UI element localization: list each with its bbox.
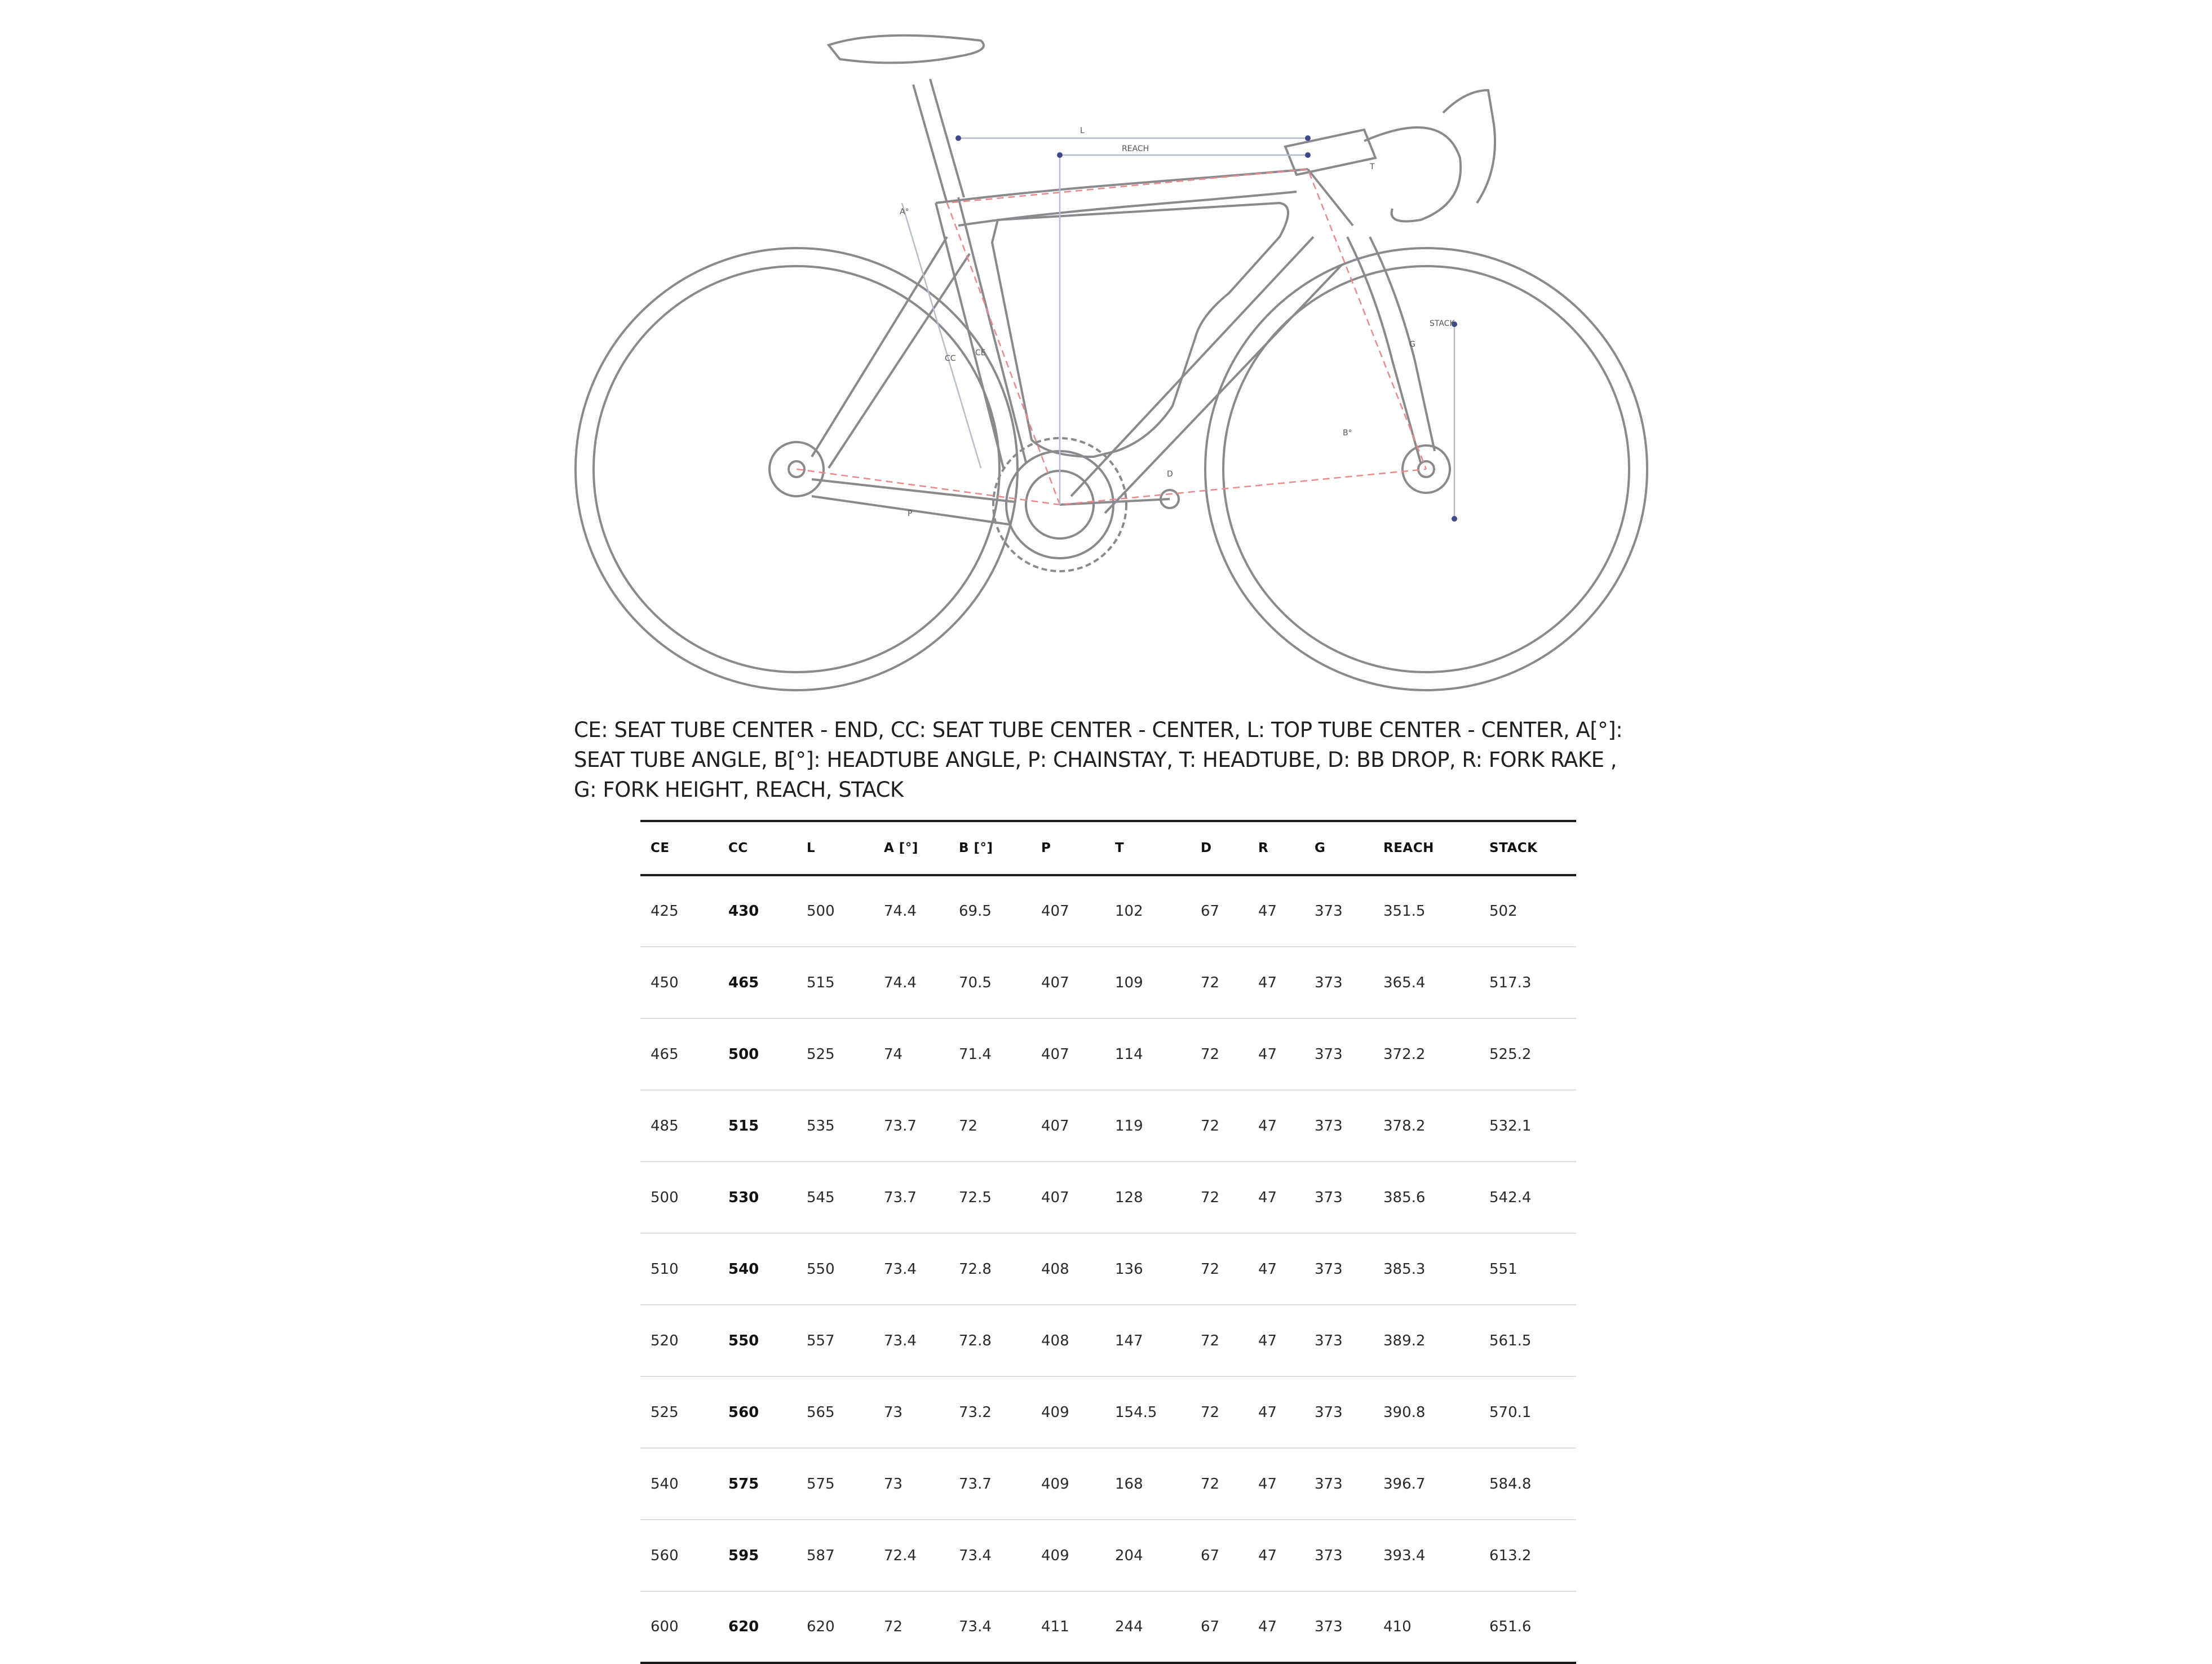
table-cell: 136 [1115,1260,1143,1278]
table-body [640,875,1576,1663]
table-cell: 378.2 [1383,1117,1426,1135]
table-cell: 550 [728,1332,759,1349]
table-cell: 465 [728,974,759,991]
table-cell: 73.7 [959,1475,992,1493]
table-cell: 465 [651,1045,679,1063]
table-cell: 407 [1041,903,1069,920]
table-cell: 393.4 [1383,1547,1426,1564]
table-cell: 168 [1115,1475,1143,1493]
table-cell: 72 [1201,974,1220,991]
table-cell: 47 [1258,1332,1277,1349]
geometry-table [640,820,1576,1664]
table-cell: 73 [884,1403,903,1421]
table-cell: 204 [1115,1547,1143,1564]
table-cell: 73.4 [959,1618,992,1635]
table-cell: 69.5 [959,903,992,920]
table-cell: 47 [1258,1117,1277,1135]
table-cell: 373 [1315,1403,1343,1421]
diagram-label-b: B° [1343,429,1352,438]
table-cell: 587 [807,1547,835,1564]
table-cell: 47 [1258,1260,1277,1278]
table-cell: 584.8 [1489,1475,1532,1493]
column-header: STACK [1489,841,1538,855]
bike-geometry-diagram [0,0,2212,699]
table-cell: 119 [1115,1117,1143,1135]
table-cell: 561.5 [1489,1332,1532,1349]
stem [1285,130,1375,175]
table-cell: 47 [1258,1403,1277,1421]
table-cell: 595 [728,1547,759,1564]
table-cell: 510 [651,1260,679,1278]
diagram-label-a: A° [900,208,909,217]
head-tube [1308,169,1353,226]
table-cell: 373 [1315,1547,1343,1564]
table-cell: 72 [1201,1260,1220,1278]
table-cell: 575 [807,1475,835,1493]
table-cell: 373 [1315,903,1343,920]
table-cell: 409 [1041,1547,1069,1564]
table-cell: 551 [1489,1260,1518,1278]
table-cell: 525 [807,1045,835,1063]
table-cell: 102 [1115,903,1143,920]
table-cell: 410 [1383,1618,1412,1635]
table-cell: 72.8 [959,1332,992,1349]
table-cell: 70.5 [959,974,992,991]
table-cell: 47 [1258,1189,1277,1206]
column-header: CE [651,841,670,855]
table-cell: 408 [1041,1332,1069,1349]
table-cell: 72 [1201,1189,1220,1206]
table-cell: 500 [728,1045,759,1063]
table-cell: 540 [728,1260,759,1278]
table-row [640,875,1576,947]
table-cell: 72 [1201,1332,1220,1349]
table-header-row [640,821,1576,875]
column-header: R [1258,841,1269,855]
table-cell: 74.4 [884,974,917,991]
table-cell: 373 [1315,1618,1343,1635]
table-cell: 67 [1201,1547,1220,1564]
table-row [640,1448,1576,1520]
table-cell: 532.1 [1489,1117,1532,1135]
table-cell: 390.8 [1383,1403,1426,1421]
table-cell: 67 [1201,903,1220,920]
table-cell: 565 [807,1403,835,1421]
table-cell: 47 [1258,1618,1277,1635]
table-cell: 408 [1041,1260,1069,1278]
table-cell: 396.7 [1383,1475,1426,1493]
table-cell: 73.4 [884,1332,917,1349]
table-cell: 517.3 [1489,974,1532,991]
table-cell: 425 [651,903,679,920]
table-cell: 373 [1315,1117,1343,1135]
table-cell: 560 [651,1547,679,1564]
table-cell: 411 [1041,1618,1069,1635]
diagram-label-p: P [908,509,913,518]
table-cell: 520 [651,1332,679,1349]
table-cell: 73.2 [959,1403,992,1421]
table-row [640,1090,1576,1162]
table-cell: 407 [1041,974,1069,991]
table-cell: 575 [728,1475,759,1493]
table-cell: 74 [884,1045,903,1063]
column-header: A [°] [884,841,918,855]
table-cell: 515 [807,974,835,991]
table-cell: 72 [959,1117,978,1135]
table-cell: 73.7 [884,1189,917,1206]
column-header: T [1115,841,1125,855]
table-header [640,821,1576,875]
table-cell: 515 [728,1117,759,1135]
table-cell: 72 [1201,1475,1220,1493]
table-cell: 109 [1115,974,1143,991]
table-cell: 114 [1115,1045,1143,1063]
diagram-label-g: G [1409,340,1415,349]
table-cell: 389.2 [1383,1332,1426,1349]
diagram-label-reach: REACH [1122,144,1149,153]
table-cell: 47 [1258,1475,1277,1493]
table-row [640,1376,1576,1448]
column-header: CC [728,841,748,855]
table-cell: 72 [1201,1403,1220,1421]
column-header: D [1201,841,1212,855]
table-row [640,1233,1576,1305]
table-cell: 351.5 [1383,903,1426,920]
table-cell: 407 [1041,1117,1069,1135]
table-cell: 73 [884,1475,903,1493]
table-cell: 67 [1201,1618,1220,1635]
table-cell: 72 [884,1618,903,1635]
table-cell: 500 [807,903,835,920]
table-cell: 560 [728,1403,759,1421]
table-cell: 600 [651,1618,679,1635]
table-row [640,1591,1576,1663]
table-cell: 72 [1201,1045,1220,1063]
table-row [640,1520,1576,1591]
table-cell: 73.4 [959,1547,992,1564]
column-header: P [1041,841,1051,855]
table-cell: 545 [807,1189,835,1206]
geometry-legend: CE: SEAT TUBE CENTER - END, CC: SEAT TUBE CENTER - CENTER, L: TOP TUBE CENTER - CENTER, A[°]: SEAT TUBE ANGLE, B[°]: HEADTUBE ANGLE, P: CHAINSTAY, T: HEADTUBE, D: BB DROP, R: FORK RAKE , G: FORK HEIGHT, REACH, STACK [574,718,1623,802]
diagram-label-t: T [1370,162,1375,171]
table-cell: 409 [1041,1403,1069,1421]
handlebar [1364,127,1461,222]
table-cell: 373 [1315,1260,1343,1278]
table-cell: 71.4 [959,1045,992,1063]
table-cell: 430 [728,903,759,920]
chain-stay [812,479,1015,502]
table-cell: 570.1 [1489,1403,1532,1421]
table-cell: 72 [1201,1117,1220,1135]
table-cell: 244 [1115,1618,1143,1635]
table-row [640,947,1576,1018]
frame-opening [992,203,1288,457]
table-cell: 500 [651,1189,679,1206]
table-cell: 365.4 [1383,974,1426,991]
column-header: G [1315,841,1326,855]
table-row [640,1305,1576,1376]
table-cell: 525.2 [1489,1045,1532,1063]
table-cell: 407 [1041,1189,1069,1206]
table-cell: 550 [807,1260,835,1278]
table-cell: 373 [1315,1189,1343,1206]
table-cell: 502 [1489,903,1518,920]
seat-post [913,85,947,203]
table-cell: 540 [651,1475,679,1493]
table-cell: 47 [1258,1045,1277,1063]
table-cell: 620 [728,1618,759,1635]
table-cell: 373 [1315,974,1343,991]
table-cell: 542.4 [1489,1189,1532,1206]
table-cell: 147 [1115,1332,1143,1349]
table-row [640,1018,1576,1090]
table-cell: 385.6 [1383,1189,1426,1206]
table-cell: 385.3 [1383,1260,1426,1278]
table-cell: 72.4 [884,1547,917,1564]
table-cell: 73.7 [884,1117,917,1135]
column-header: REACH [1383,841,1434,855]
table-cell: 525 [651,1403,679,1421]
table-cell: 73.4 [884,1260,917,1278]
column-header: L [807,841,816,855]
diagram-label-ce: CE [975,348,986,357]
table-cell: 154.5 [1115,1403,1157,1421]
table-cell: 530 [728,1189,759,1206]
table-cell: 128 [1115,1189,1143,1206]
table-cell: 407 [1041,1045,1069,1063]
saddle [829,36,984,63]
table-cell: 373 [1315,1475,1343,1493]
table-cell: 372.2 [1383,1045,1426,1063]
table-cell: 47 [1258,1547,1277,1564]
table-cell: 651.6 [1489,1618,1532,1635]
table-cell: 485 [651,1117,679,1135]
table-cell: 47 [1258,903,1277,920]
table-cell: 72.8 [959,1260,992,1278]
table-cell: 47 [1258,974,1277,991]
table-cell: 557 [807,1332,835,1349]
table-cell: 450 [651,974,679,991]
diagram-label-stack: STACK [1430,319,1455,328]
table-cell: 535 [807,1117,835,1135]
diagram-label-cc: CC [945,354,956,363]
table-cell: 620 [807,1618,835,1635]
table-cell: 409 [1041,1475,1069,1493]
diagram-label-d: D [1167,470,1173,479]
table-cell: 72.5 [959,1189,992,1206]
column-header: B [°] [959,841,993,855]
table-cell: 373 [1315,1045,1343,1063]
table-cell: 373 [1315,1332,1343,1349]
diagram-label-l: L [1080,126,1085,135]
table-cell: 613.2 [1489,1547,1532,1564]
table-cell: 74.4 [884,903,917,920]
table-row [640,1162,1576,1233]
